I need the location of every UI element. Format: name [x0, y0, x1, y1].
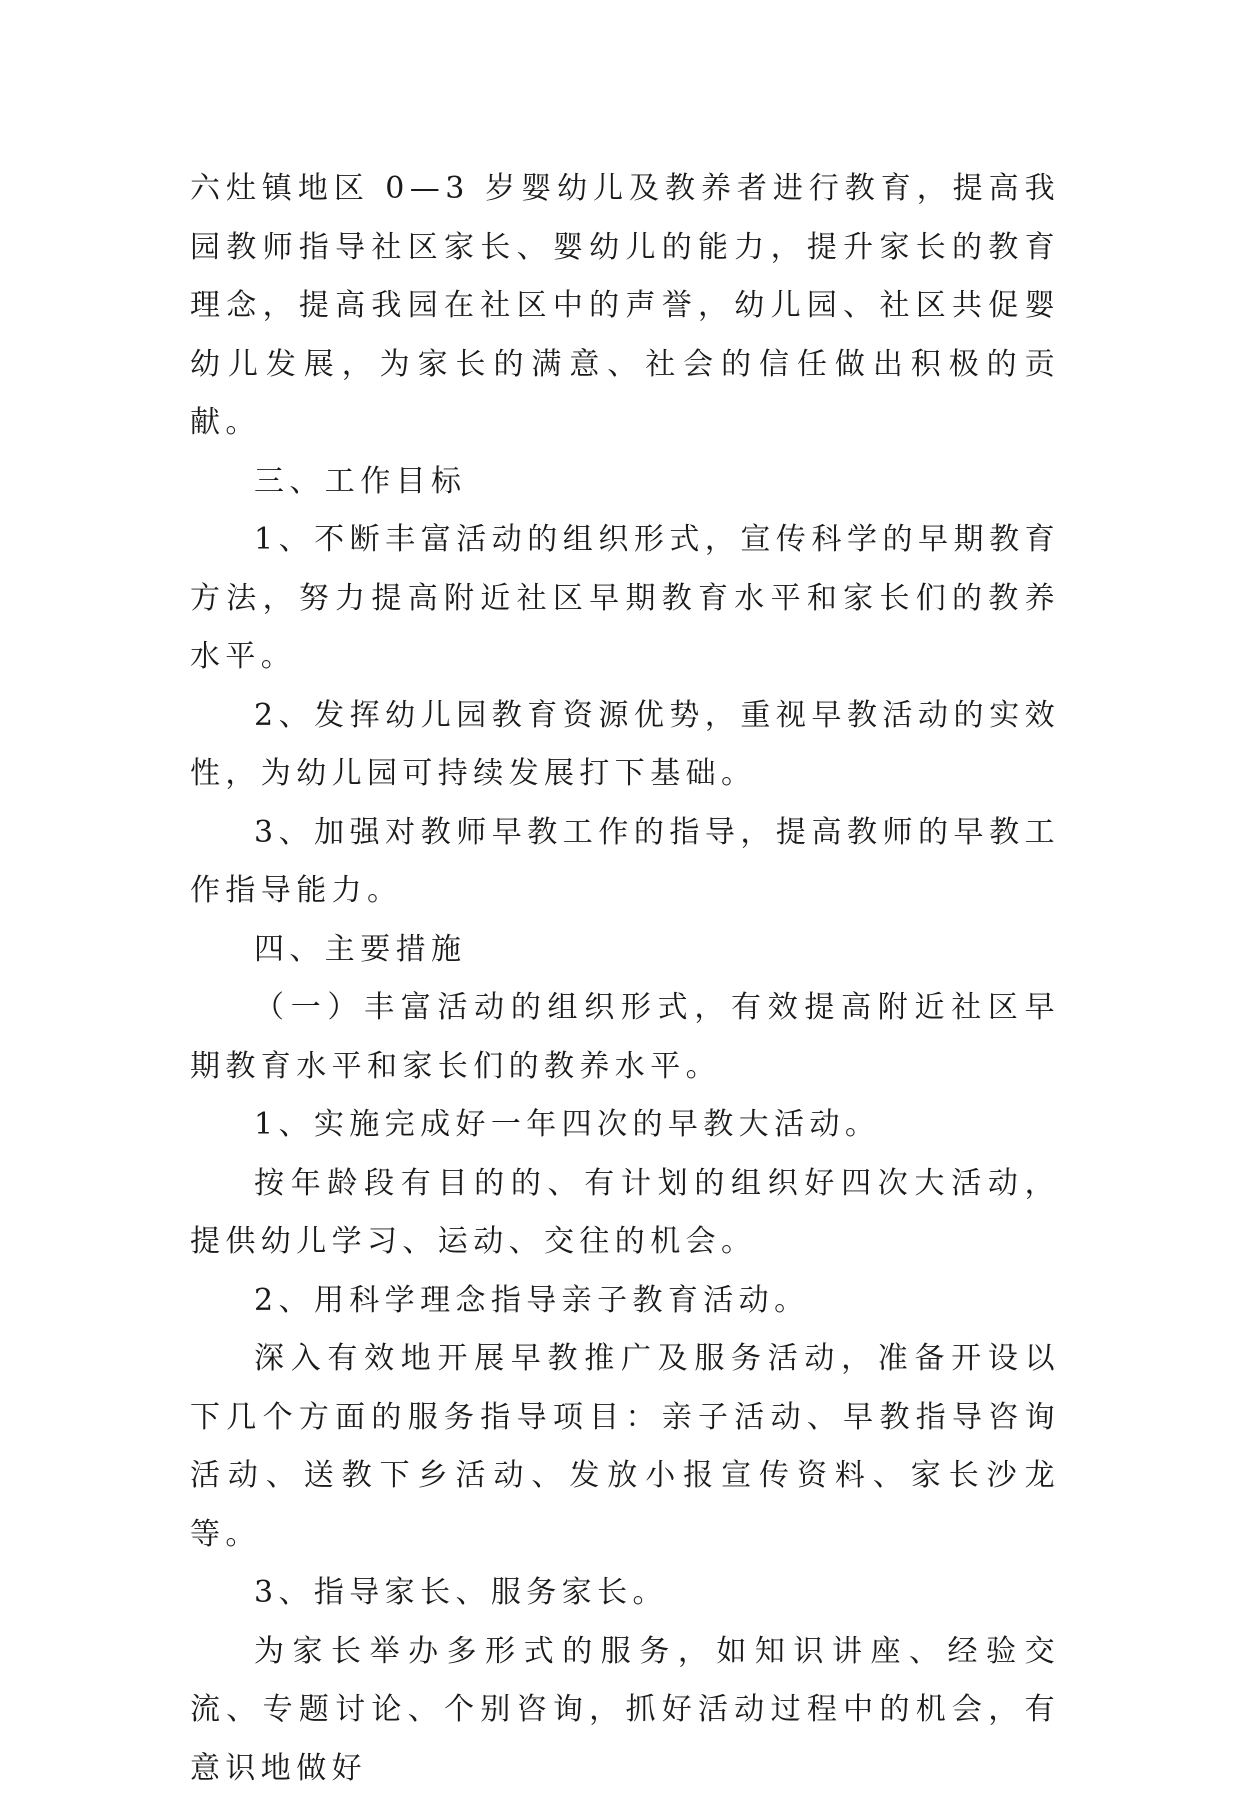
paragraph-measure-1-body: 按年龄段有目的的、有计划的组织好四次大活动，提供幼儿学习、运动、交往的机会。 — [190, 1155, 1060, 1272]
paragraph-measure-2-title: 2、用科学理念指导亲子教育活动。 — [190, 1272, 1060, 1331]
paragraph-goal-2: 2、发挥幼儿园教育资源优势，重视早教活动的实效性，为幼儿园可持续发展打下基础。 — [190, 687, 1060, 804]
section-heading-work-goals: 三、工作目标 — [190, 453, 1060, 512]
paragraph-measure-3-body: 为家长举办多形式的服务，如知识讲座、经验交流、专题讨论、个别咨询，抓好活动过程中的机会，有意识地做好 — [190, 1623, 1060, 1798]
document-page — [190, 160, 1060, 1798]
paragraph-goal-1: 1、不断丰富活动的组织形式，宣传科学的早期教育方法，努力提高附近社区早期教育水平和家长们的教养水平。 — [190, 511, 1060, 687]
section-heading-main-measures: 四、主要措施 — [190, 921, 1060, 980]
paragraph-measure-3-title: 3、指导家长、服务家长。 — [190, 1564, 1060, 1623]
paragraph-measure-2-body: 深入有效地开展早教推广及服务活动，准备开设以下几个方面的服务指导项目：亲子活动、早教指导咨询活动、送教下乡活动、发放小报宣传资料、家长沙龙等。 — [190, 1330, 1060, 1564]
paragraph-intro-continued: 六灶镇地区 0—3 岁婴幼儿及教养者进行教育，提高我园教师指导社区家长、婴幼儿的能力，提升家长的教育理念，提高我园在社区中的声誉，幼儿园、社区共促婴幼儿发展，为家长的满意、社会的信任做出积极的贡献。 — [190, 160, 1060, 453]
subsection-heading-1: （一）丰富活动的组织形式，有效提高附近社区早期教育水平和家长们的教养水平。 — [190, 979, 1060, 1096]
paragraph-goal-3: 3、加强对教师早教工作的指导，提高教师的早教工作指导能力。 — [190, 804, 1060, 921]
paragraph-measure-1-title: 1、实施完成好一年四次的早教大活动。 — [190, 1096, 1060, 1155]
